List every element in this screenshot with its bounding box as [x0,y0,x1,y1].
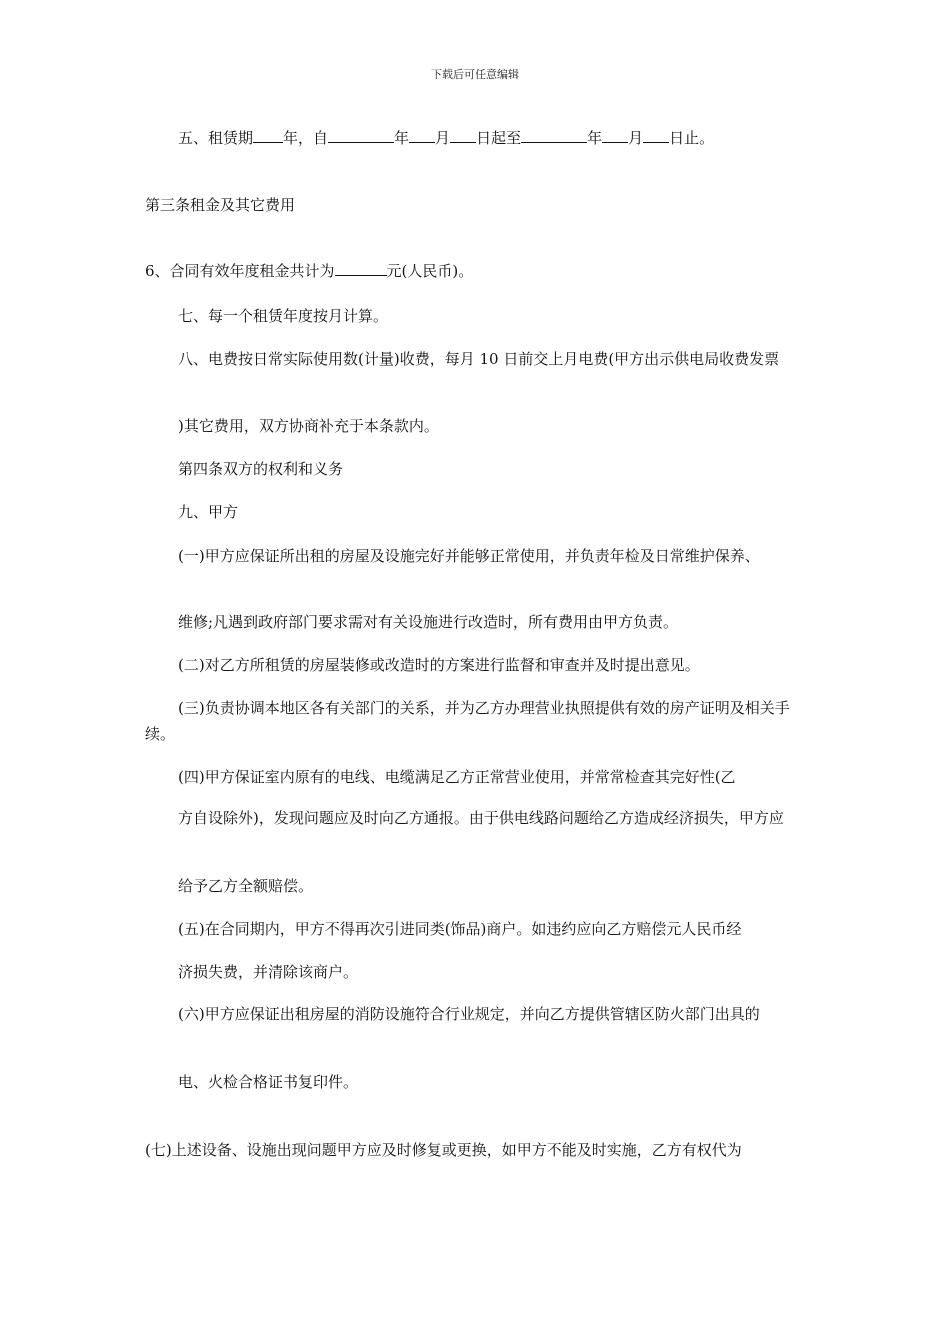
blank-start-year [328,127,394,143]
clause-7: 七、每一个租赁年度按月计算。 [178,307,389,325]
blank-end-day [643,127,669,143]
blank-start-day [450,127,476,143]
item-6-continued: 电、火检合格证书复印件。 [178,1073,359,1091]
text: 年，自 [283,129,329,147]
item-6: (六)甲方应保证出租房屋的消防设施符合行业规定，并向乙方提供管辖区防火部门出具的 [178,1005,760,1023]
item-4-continued: 方自设除外)，发现问题应及时向乙方通报。由于供电线路问题给乙方造成经济损失，甲方应 [178,809,784,827]
item-5: (五)在合同期内，甲方不得再次引进同类(饰品)商户。如违约应向乙方赔偿元人民币经 [178,920,742,938]
blank-start-month [409,127,435,143]
item-4: (四)甲方保证室内原有的电线、电缆满足乙方正常营业使用，并常常检查其完好性(乙 [178,768,736,786]
item-4-end: 给予乙方全额赔偿。 [178,877,314,895]
clause-9: 九、甲方 [178,503,239,521]
blank-end-year [521,127,587,143]
lease-term-line [178,125,714,151]
text: 月 [435,129,451,147]
item-2: (二)对乙方所租赁的房屋装修或改造时的方案进行监督和审查并及时提出意见。 [178,656,700,674]
text: 月 [628,129,644,147]
text: 日止。 [669,129,715,147]
item-7: (七)上述设备、设施出现问题甲方应及时修复或更换，如甲方不能及时实施，乙方有权代为 [145,1141,742,1159]
text: 年 [587,129,603,147]
clause-8: 八、电费按日常实际使用数(计量)收费，每月 10 日前交上月电费(甲方出示供电局收费发票 [178,350,780,368]
blank-end-month [602,127,628,143]
item-1: (一)甲方应保证所出租的房屋及设施完好并能够正常使用，并负责年检及日常维护保养、 [178,547,760,565]
text: 元(人民币)。 [386,262,474,280]
text: 五、租赁期 [178,129,254,147]
item-5-continued: 济损失费，并清除该商户。 [178,963,359,981]
blank-rent-amount [335,260,387,276]
item-1-continued: 维修;凡遇到政府部门要求需对有关设施进行改造时，所有费用由甲方负责。 [178,613,679,631]
blank-years [253,127,283,143]
section-4-title: 第四条双方的权利和义务 [178,460,344,478]
item-3: (三)负责协调本地区各有关部门的关系，并为乙方办理营业执照提供有效的房产证明及相关手续。 [145,699,790,743]
text: 6、合同有效年度租金共计为 [145,262,335,280]
text: 年 [394,129,410,147]
clause-8-continued: )其它费用，双方协商补充于本条款内。 [178,417,439,435]
section-3-title: 第三条租金及其它费用 [145,196,296,214]
text: 日起至 [476,129,522,147]
page-header: 下载后可任意编辑 [431,68,519,81]
rent-total-line [145,258,473,284]
